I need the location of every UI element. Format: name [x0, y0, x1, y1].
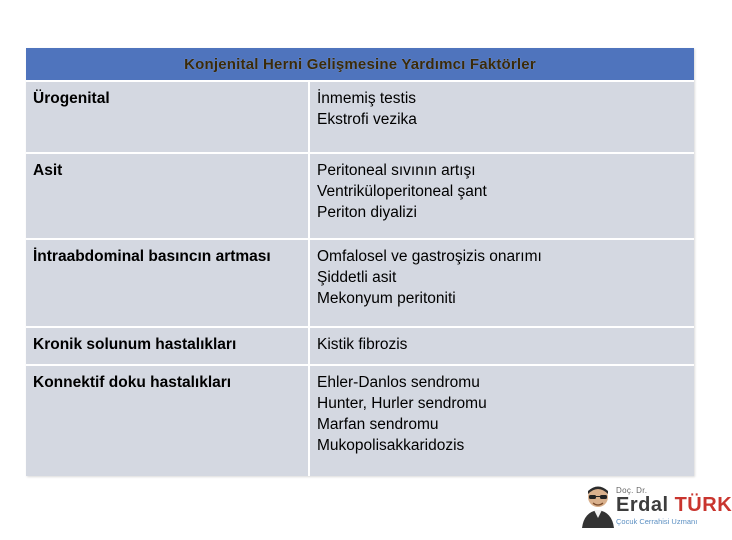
table-row — [26, 328, 694, 366]
factor-cell: Konnektif doku hastalıkları — [26, 366, 310, 476]
example-item: Kistik fibrozis — [317, 336, 408, 353]
example-item: Mukopolisakkaridozis — [317, 437, 465, 454]
example-item: Omfalosel ve gastroşizis onarımı — [317, 248, 542, 265]
example-item: Ekstrofi vezika — [317, 111, 417, 128]
author-logo — [580, 484, 732, 530]
table-row — [26, 82, 694, 154]
avatar-icon — [580, 484, 616, 528]
example-item: Şiddetli asit — [317, 269, 397, 286]
logo-name — [616, 494, 732, 517]
example-item: Ehler-Danlos sendromu — [317, 374, 480, 391]
factor-cell: Asit — [26, 154, 310, 238]
logo-title: Doç. Dr. — [616, 486, 648, 495]
example-item: Mekonyum peritoniti — [317, 290, 456, 307]
example-item: Ventriküloperitoneal şant — [317, 183, 487, 200]
example-item: Hunter, Hurler sendromu — [317, 395, 487, 412]
factor-cell: Kronik solunum hastalıkları — [26, 328, 310, 364]
examples-cell — [310, 240, 694, 326]
example-item: Periton diyalizi — [317, 204, 417, 221]
examples-cell — [310, 82, 694, 152]
examples-cell — [310, 328, 694, 364]
table-row — [26, 366, 694, 476]
factors-table — [26, 48, 694, 476]
examples-cell — [310, 366, 694, 476]
table-row — [26, 240, 694, 328]
logo-first-name: Erdal — [616, 494, 669, 516]
table-header — [26, 48, 694, 82]
table-title: Konjenital Herni Gelişmesine Yardımcı Faktörler — [184, 55, 536, 73]
example-item: İnmemiş testis — [317, 90, 417, 107]
logo-subtitle: Çocuk Cerrahisi Uzmanı — [616, 517, 698, 526]
example-item: Peritoneal sıvının artışı — [317, 162, 476, 179]
example-item: Marfan sendromu — [317, 416, 439, 433]
factor-cell: İntraabdominal basıncın artması — [26, 240, 310, 326]
logo-last-name: TÜRK — [674, 494, 732, 516]
factor-cell: Ürogenital — [26, 82, 310, 152]
table-row — [26, 154, 694, 240]
examples-cell — [310, 154, 694, 238]
